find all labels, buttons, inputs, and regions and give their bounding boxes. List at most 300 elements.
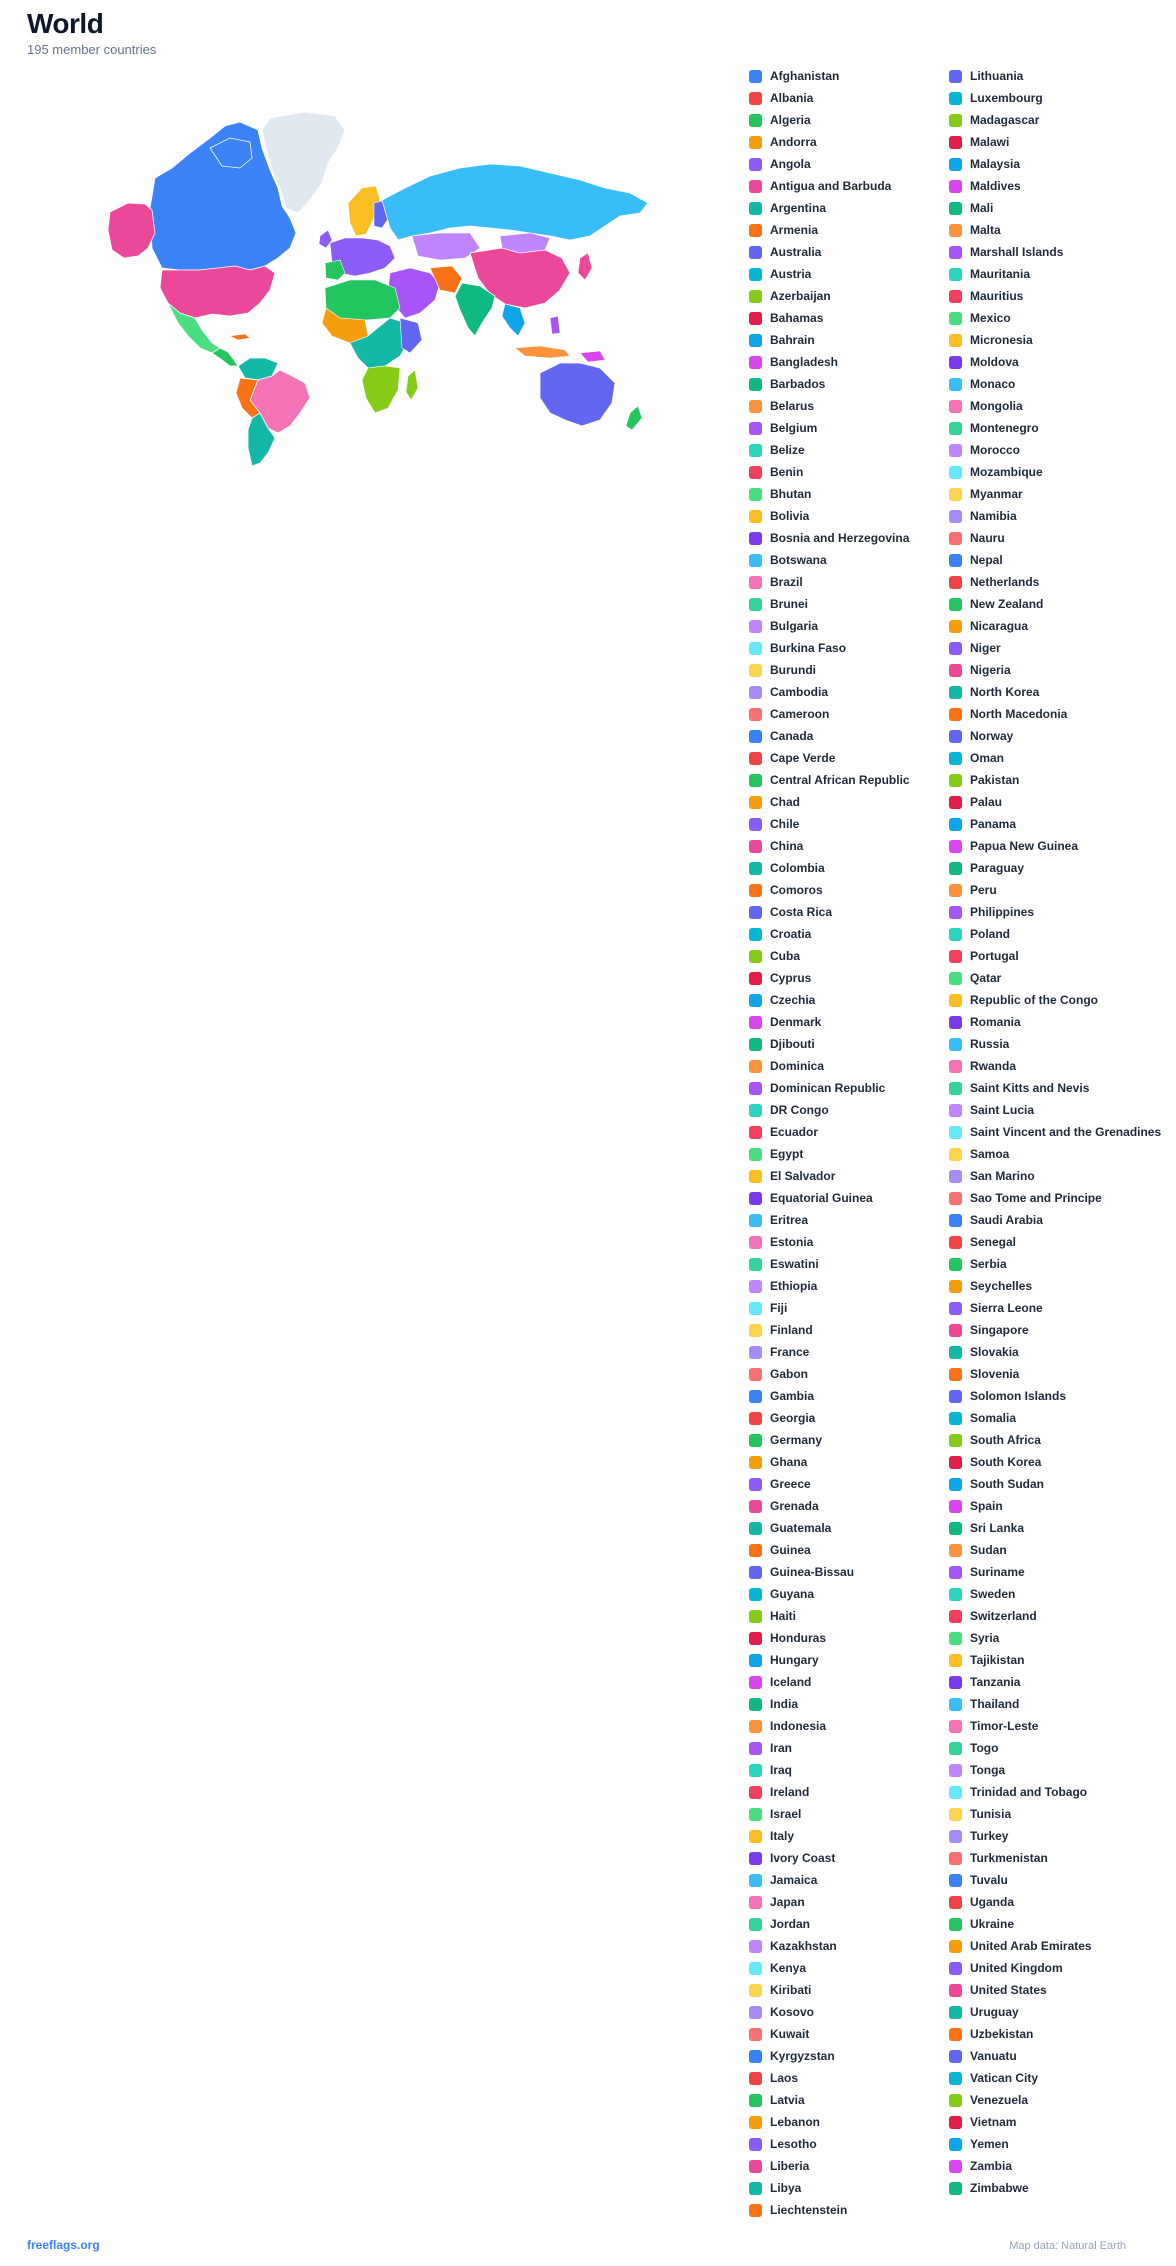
legend-item[interactable] <box>749 1519 831 1537</box>
legend-swatch <box>949 1940 962 1953</box>
legend-item[interactable] <box>949 1519 1024 1537</box>
legend-item[interactable] <box>949 485 1023 503</box>
legend-item[interactable] <box>749 1277 817 1295</box>
legend-item[interactable] <box>949 1937 1092 1955</box>
legend-item[interactable] <box>949 133 1009 151</box>
legend-item[interactable] <box>949 243 1063 261</box>
legend-item[interactable] <box>949 2003 1019 2021</box>
legend-item[interactable] <box>749 485 811 503</box>
legend-item[interactable] <box>949 1673 1020 1691</box>
legend-swatch <box>949 510 962 523</box>
legend-item[interactable] <box>949 1981 1047 1999</box>
legend-item[interactable] <box>949 771 1019 789</box>
legend-item[interactable] <box>749 1431 822 1449</box>
legend-item[interactable] <box>749 1585 814 1603</box>
legend-swatch <box>749 1984 762 1997</box>
legend-item[interactable] <box>949 2069 1038 2087</box>
legend-item[interactable] <box>949 1431 1041 1449</box>
legend-item[interactable] <box>749 1541 811 1559</box>
legend-item[interactable] <box>749 1651 819 1669</box>
legend-item[interactable] <box>749 925 811 943</box>
legend-item[interactable] <box>749 1563 854 1581</box>
legend-item[interactable] <box>949 1013 1021 1031</box>
legend-item[interactable] <box>949 2157 1012 2175</box>
legend-item[interactable] <box>749 507 809 525</box>
legend-item[interactable] <box>749 2091 805 2109</box>
legend-item[interactable] <box>949 1211 1043 1229</box>
legend-swatch <box>749 774 762 787</box>
legend-item[interactable] <box>749 1211 808 1229</box>
legend-swatch <box>949 2072 962 2085</box>
legend-item[interactable] <box>749 727 813 745</box>
map-region-japan[interactable] <box>578 253 592 280</box>
legend-label: Armenia <box>770 223 819 237</box>
legend-label: South Korea <box>970 1455 1042 1469</box>
legend-item[interactable] <box>749 991 815 1009</box>
legend-item[interactable] <box>949 2113 1016 2131</box>
legend-swatch <box>949 1918 962 1931</box>
legend-item[interactable] <box>949 1079 1089 1097</box>
legend-item[interactable] <box>749 133 817 151</box>
legend-item[interactable] <box>749 815 799 833</box>
legend-item[interactable] <box>749 859 825 877</box>
legend-swatch <box>949 906 962 919</box>
legend-item[interactable] <box>949 1871 1008 1889</box>
map-region-australia[interactable] <box>540 363 615 426</box>
legend-item[interactable] <box>949 221 1001 239</box>
legend-item[interactable] <box>749 1387 814 1405</box>
legend-item[interactable] <box>749 969 811 987</box>
legend-item[interactable] <box>749 397 814 415</box>
legend-item[interactable] <box>749 199 826 217</box>
legend-item[interactable] <box>949 2047 1017 2065</box>
legend-item[interactable] <box>949 309 1011 327</box>
legend-swatch <box>749 554 762 567</box>
legend-swatch <box>749 1170 762 1183</box>
legend-item[interactable] <box>949 595 1043 613</box>
legend-item[interactable] <box>949 573 1039 591</box>
legend-swatch <box>749 1896 762 1909</box>
legend-label: Ghana <box>770 1455 808 1469</box>
page-subtitle: 195 member countries <box>27 42 157 57</box>
legend-swatch <box>749 1390 762 1403</box>
legend-item[interactable] <box>749 903 832 921</box>
legend-swatch <box>749 1632 762 1645</box>
legend-item[interactable] <box>749 1233 813 1251</box>
legend-item[interactable] <box>949 617 1028 635</box>
legend-item[interactable] <box>949 1959 1063 1977</box>
legend-swatch <box>949 1984 962 1997</box>
legend-item[interactable] <box>749 353 838 371</box>
legend-item[interactable] <box>949 1805 1011 1823</box>
legend-item[interactable] <box>749 441 805 459</box>
legend-item[interactable] <box>949 177 1021 195</box>
legend-item[interactable] <box>749 1673 811 1691</box>
legend-label: Pakistan <box>970 773 1020 787</box>
legend-swatch <box>949 576 962 589</box>
legend-item[interactable] <box>749 573 803 591</box>
legend-item[interactable] <box>949 551 1003 569</box>
map-region-new-zealand[interactable] <box>626 406 642 430</box>
legend-label: Cambodia <box>770 685 829 699</box>
legend-item[interactable] <box>749 1629 826 1647</box>
legend-item[interactable] <box>749 837 803 855</box>
legend-item[interactable] <box>749 1079 885 1097</box>
legend-item[interactable] <box>949 2091 1028 2109</box>
legend-label: Tonga <box>970 1763 1006 1777</box>
legend-item[interactable] <box>749 1453 807 1471</box>
legend-swatch <box>749 2006 762 2019</box>
legend-item[interactable] <box>949 1563 1025 1581</box>
legend-item[interactable] <box>749 1695 798 1713</box>
legend-item[interactable] <box>949 1761 1005 1779</box>
legend-label: Eswatini <box>770 1257 819 1271</box>
legend-item[interactable] <box>949 2025 1033 2043</box>
legend-item[interactable] <box>949 837 1078 855</box>
legend-label: Comoros <box>770 883 823 897</box>
legend-label: United States <box>970 1983 1047 1997</box>
legend-label: Djibouti <box>770 1037 815 1051</box>
legend-swatch <box>749 224 762 237</box>
legend-item[interactable] <box>949 199 993 217</box>
map-region-southeast-asia[interactable] <box>502 304 525 336</box>
legend-swatch <box>949 488 962 501</box>
legend-item[interactable] <box>949 1101 1034 1119</box>
legend-label: Brunei <box>770 597 809 611</box>
legend-item[interactable] <box>749 463 803 481</box>
legend-label: Qatar <box>970 971 1002 985</box>
legend-label: Sudan <box>970 1543 1007 1557</box>
legend-item[interactable] <box>749 705 829 723</box>
legend-item[interactable] <box>949 507 1017 525</box>
legend-label: Burkina Faso <box>770 641 847 655</box>
legend-item[interactable] <box>749 947 800 965</box>
legend-item[interactable] <box>949 881 997 899</box>
legend-item[interactable] <box>949 1167 1035 1185</box>
legend-item[interactable] <box>949 1607 1037 1625</box>
legend-item[interactable] <box>749 683 828 701</box>
legend-item[interactable] <box>949 1057 1016 1075</box>
map-region-kazakhstan[interactable] <box>412 233 480 260</box>
legend-label: Turkmenistan <box>970 1851 1048 1865</box>
map-region-papua[interactable] <box>580 351 605 362</box>
map-region-north-africa[interactable] <box>325 280 400 320</box>
legend-item[interactable] <box>749 155 811 173</box>
legend-item[interactable] <box>749 1761 792 1779</box>
legend-label: Moldova <box>970 355 1019 369</box>
legend-item[interactable] <box>949 441 1020 459</box>
legend-item[interactable] <box>949 1299 1043 1317</box>
legend-label: Tuvalu <box>970 1873 1008 1887</box>
legend-item[interactable] <box>749 617 818 635</box>
legend-label: Singapore <box>970 1323 1029 1337</box>
legend-item[interactable] <box>749 331 815 349</box>
legend-item[interactable] <box>949 353 1019 371</box>
legend-label: India <box>770 1697 799 1711</box>
legend-swatch <box>749 2182 762 2195</box>
legend-label: Rwanda <box>970 1059 1017 1073</box>
legend-item[interactable] <box>749 551 827 569</box>
legend-swatch <box>949 2006 962 2019</box>
legend-item[interactable] <box>749 2135 817 2153</box>
map-region-indonesia[interactable] <box>515 346 570 358</box>
legend-swatch <box>949 1280 962 1293</box>
legend-item[interactable] <box>749 89 813 107</box>
legend-swatch <box>949 1720 962 1733</box>
legend-item[interactable] <box>749 2069 798 2087</box>
legend-item[interactable] <box>949 265 1030 283</box>
legend-item[interactable] <box>949 331 1033 349</box>
map-region-alaska[interactable] <box>108 203 155 258</box>
map-region-central-america[interactable] <box>212 348 238 366</box>
legend-item[interactable] <box>749 375 825 393</box>
legend-item[interactable] <box>749 1959 806 1977</box>
legend-item[interactable] <box>949 1497 1003 1515</box>
legend-item[interactable] <box>949 859 1024 877</box>
legend-item[interactable] <box>949 287 1023 305</box>
legend-item[interactable] <box>749 1255 819 1273</box>
legend-item[interactable] <box>749 309 823 327</box>
legend-item[interactable] <box>749 1827 794 1845</box>
legend-item[interactable] <box>749 419 817 437</box>
legend-item[interactable] <box>749 221 818 239</box>
legend-item[interactable] <box>949 1739 998 1757</box>
legend-item[interactable] <box>749 1783 809 1801</box>
legend-swatch <box>949 2116 962 2129</box>
legend-item[interactable] <box>749 1937 837 1955</box>
legend-item[interactable] <box>749 2201 847 2219</box>
legend-swatch <box>949 1544 962 1557</box>
legend-item[interactable] <box>949 111 1039 129</box>
footer-site-link[interactable]: freeflags.org <box>27 2238 100 2252</box>
legend-item[interactable] <box>949 1409 1016 1427</box>
legend-label: Guyana <box>770 1587 815 1601</box>
legend-item[interactable] <box>949 375 1015 393</box>
legend-swatch <box>949 796 962 809</box>
legend-item[interactable] <box>949 1717 1038 1735</box>
legend-label: Brazil <box>770 575 803 589</box>
page-title: World <box>27 8 104 39</box>
legend-item[interactable] <box>749 265 811 283</box>
legend-label: Portugal <box>970 949 1019 963</box>
legend-label: Nauru <box>970 531 1005 545</box>
legend-item[interactable] <box>749 243 821 261</box>
legend-item[interactable] <box>749 2003 814 2021</box>
legend-item[interactable] <box>949 419 1039 437</box>
map-region-caribbean[interactable] <box>230 334 250 340</box>
legend-item[interactable] <box>749 1607 796 1625</box>
legend-item[interactable] <box>749 2047 835 2065</box>
legend-swatch <box>749 730 762 743</box>
legend-item[interactable] <box>949 1123 1161 1141</box>
legend-item[interactable] <box>749 1915 810 1933</box>
legend-item[interactable] <box>949 1915 1014 1933</box>
legend-item[interactable] <box>749 1475 811 1493</box>
map-region-madagascar[interactable] <box>406 370 418 400</box>
legend-item[interactable] <box>749 1013 821 1031</box>
legend-item[interactable] <box>749 1365 808 1383</box>
legend-item[interactable] <box>749 1057 824 1075</box>
legend-item[interactable] <box>949 397 1023 415</box>
legend-item[interactable] <box>949 793 1002 811</box>
map-region-east-africa[interactable] <box>400 318 422 353</box>
legend-swatch <box>949 444 962 457</box>
legend-label: Kenya <box>770 1961 807 1975</box>
legend-item[interactable] <box>749 1167 835 1185</box>
legend-item[interactable] <box>949 1387 1066 1405</box>
legend-item[interactable] <box>949 1277 1032 1295</box>
legend-item[interactable] <box>949 1453 1041 1471</box>
legend-item[interactable] <box>749 529 909 547</box>
legend-item[interactable] <box>949 1321 1029 1339</box>
legend-item[interactable] <box>749 1871 817 1889</box>
legend-item[interactable] <box>749 177 891 195</box>
legend-item[interactable] <box>749 1893 805 1911</box>
legend-swatch <box>949 1434 962 1447</box>
legend-item[interactable] <box>749 639 846 657</box>
legend-swatch <box>749 356 762 369</box>
legend-item[interactable] <box>949 529 1005 547</box>
legend-item[interactable] <box>749 287 831 305</box>
legend-swatch <box>749 202 762 215</box>
legend-item[interactable] <box>949 1035 1009 1053</box>
legend-item[interactable] <box>749 1717 826 1735</box>
legend-item[interactable] <box>749 1035 815 1053</box>
legend-item[interactable] <box>949 661 1011 679</box>
legend-label: Papua New Guinea <box>970 839 1079 853</box>
legend-label: Paraguay <box>970 861 1025 875</box>
legend-item[interactable] <box>949 903 1034 921</box>
legend-swatch <box>949 1104 962 1117</box>
legend-item[interactable] <box>949 1849 1048 1867</box>
legend-label: Iraq <box>770 1763 793 1777</box>
legend-item[interactable] <box>949 815 1016 833</box>
legend-item[interactable] <box>949 749 1004 767</box>
legend-item[interactable] <box>749 749 835 767</box>
legend-item[interactable] <box>749 2025 809 2043</box>
legend-label: Niger <box>970 641 1001 655</box>
legend-item[interactable] <box>949 727 1013 745</box>
legend-item[interactable] <box>949 2179 1029 2197</box>
legend-label: Dominican Republic <box>770 1081 886 1095</box>
legend-swatch <box>949 884 962 897</box>
legend-swatch <box>749 92 762 105</box>
legend-swatch <box>949 334 962 347</box>
legend-item[interactable] <box>949 1475 1044 1493</box>
map-region-southern-africa[interactable] <box>362 366 400 413</box>
legend-item[interactable] <box>949 1585 1015 1603</box>
legend-item[interactable] <box>949 1541 1007 1559</box>
legend-item[interactable] <box>949 705 1067 723</box>
legend-swatch <box>949 1412 962 1425</box>
legend-item[interactable] <box>949 947 1019 965</box>
legend-item[interactable] <box>949 969 1001 987</box>
legend-item[interactable] <box>749 1299 787 1317</box>
legend-item[interactable] <box>949 1343 1019 1361</box>
legend-label: Togo <box>970 1741 999 1755</box>
legend-item[interactable] <box>949 67 1023 85</box>
legend-item[interactable] <box>949 991 1098 1009</box>
legend-item[interactable] <box>749 1189 873 1207</box>
legend-swatch <box>949 2050 962 2063</box>
legend-label: Sri Lanka <box>970 1521 1025 1535</box>
legend-label: Argentina <box>770 201 827 215</box>
legend-item[interactable] <box>749 2113 820 2131</box>
legend-item[interactable] <box>749 1145 803 1163</box>
legend-label: Mexico <box>970 311 1011 325</box>
legend-swatch <box>749 510 762 523</box>
legend-item[interactable] <box>749 1409 815 1427</box>
legend-label: Kosovo <box>770 2005 815 2019</box>
legend-item[interactable] <box>749 2157 809 2175</box>
legend-item[interactable] <box>949 89 1043 107</box>
legend-item[interactable] <box>949 1145 1009 1163</box>
legend-label: New Zealand <box>970 597 1044 611</box>
legend-item[interactable] <box>949 155 1020 173</box>
legend-item[interactable] <box>749 111 811 129</box>
map-region-russia[interactable] <box>382 164 648 240</box>
legend-item[interactable] <box>949 1651 1024 1669</box>
legend-item[interactable] <box>749 1123 818 1141</box>
legend-label: Bahrain <box>770 333 815 347</box>
legend-item[interactable] <box>749 881 823 899</box>
legend-item[interactable] <box>749 793 800 811</box>
legend-item[interactable] <box>749 1321 813 1339</box>
legend-item[interactable] <box>949 1365 1019 1383</box>
legend-label: Guatemala <box>770 1521 832 1535</box>
legend-item[interactable] <box>749 1101 829 1119</box>
legend-label: Micronesia <box>970 333 1033 347</box>
legend-swatch <box>749 1764 762 1777</box>
legend-item[interactable] <box>949 1255 1007 1273</box>
legend-item[interactable] <box>749 1739 792 1757</box>
legend-item[interactable] <box>749 661 816 679</box>
map-region-philippines[interactable] <box>550 316 560 334</box>
legend-item[interactable] <box>949 1189 1102 1207</box>
legend-item[interactable] <box>949 683 1039 701</box>
legend-item[interactable] <box>749 1981 811 1999</box>
legend-label: Costa Rica <box>770 905 833 919</box>
legend-swatch <box>949 1170 962 1183</box>
legend-item[interactable] <box>949 1629 999 1647</box>
legend-swatch <box>749 1940 762 1953</box>
legend-item[interactable] <box>749 771 910 789</box>
legend-swatch <box>949 2028 962 2041</box>
legend-item[interactable] <box>749 1497 819 1515</box>
legend-item[interactable] <box>949 463 1043 481</box>
legend-item[interactable] <box>949 1827 1008 1845</box>
legend-item[interactable] <box>949 1233 1016 1251</box>
legend-item[interactable] <box>749 1849 835 1867</box>
legend-label: Sao Tome and Principe <box>970 1191 1102 1205</box>
legend-swatch <box>749 1192 762 1205</box>
legend-item[interactable] <box>749 1343 809 1361</box>
legend-swatch <box>749 136 762 149</box>
legend-item[interactable] <box>749 595 808 613</box>
legend-item[interactable] <box>949 2135 1009 2153</box>
legend-item[interactable] <box>949 1893 1014 1911</box>
legend-item[interactable] <box>949 925 1010 943</box>
legend-item[interactable] <box>749 2179 801 2197</box>
legend-item[interactable] <box>749 67 839 85</box>
legend-item[interactable] <box>949 1783 1087 1801</box>
legend-item[interactable] <box>949 1695 1019 1713</box>
legend-swatch <box>749 1830 762 1843</box>
legend-label: Zimbabwe <box>970 2181 1029 2195</box>
legend-item[interactable] <box>749 1805 801 1823</box>
legend-swatch <box>949 2094 962 2107</box>
legend-item[interactable] <box>949 639 1001 657</box>
